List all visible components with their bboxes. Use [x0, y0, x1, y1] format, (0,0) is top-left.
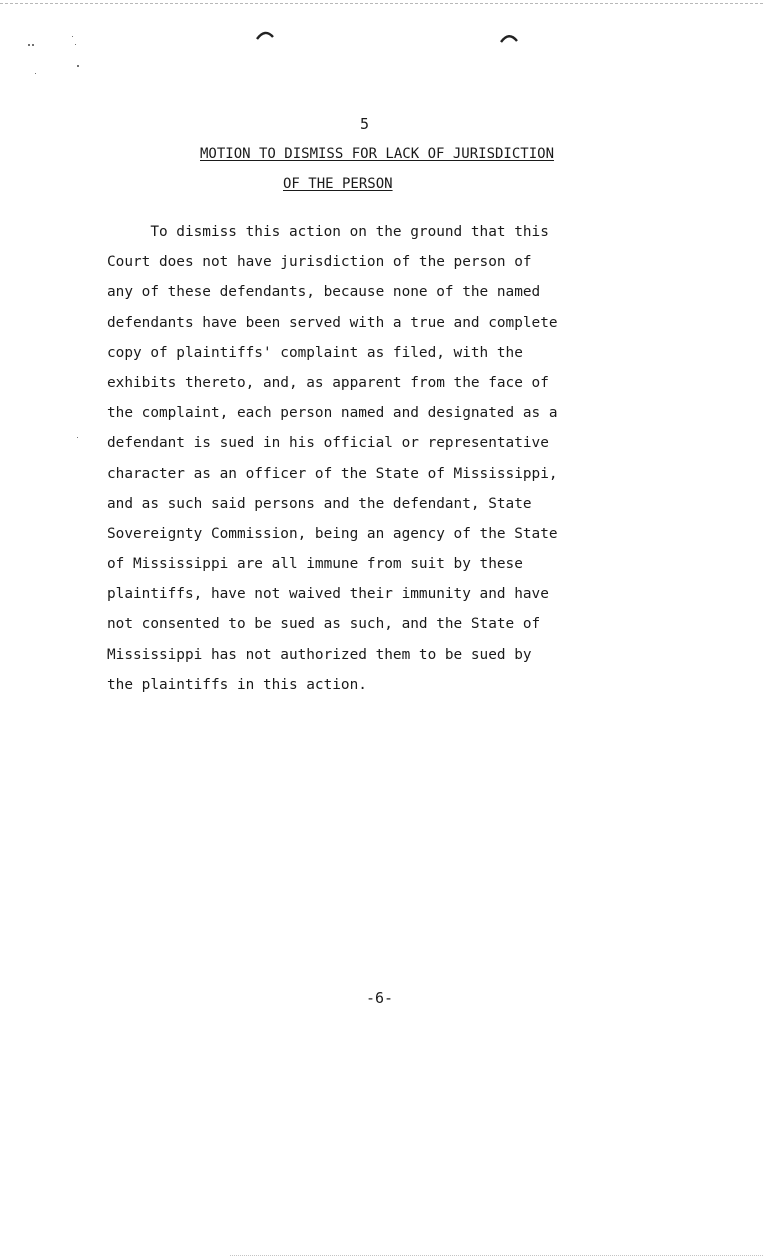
punch-mark-right-icon [500, 33, 518, 43]
body-line: Sovereignty Commission, being an agency of the State [107, 525, 558, 542]
body-line: the complaint, each person named and designated as a [107, 405, 558, 422]
speck-mark [32, 44, 34, 46]
body-line: plaintiffs, have not waived their immunity and have [107, 586, 549, 603]
speck-mark [28, 44, 30, 46]
body-line: character as an officer of the State of Mississippi, [107, 465, 558, 482]
punch-mark-left-icon [256, 30, 274, 40]
motion-body-text [107, 217, 597, 700]
body-line: To dismiss this action on the ground that this [107, 224, 549, 240]
body-line: not consented to be sued as such, and the State of [107, 616, 541, 633]
speck-mark [77, 437, 78, 438]
body-line: of Mississippi are all immune from suit by these [107, 556, 523, 573]
page-number: -6- [366, 989, 394, 1007]
body-line: any of these defendants, because none of the named [107, 284, 541, 301]
body-line: defendants have been served with a true and complete [107, 314, 558, 331]
body-line: defendant is sued in his official or representative [107, 435, 549, 452]
speck-mark [35, 73, 36, 74]
speck-mark [77, 65, 79, 67]
page-top-edge [0, 3, 763, 4]
body-line: and as such said persons and the defendant, State [107, 495, 532, 512]
body-line: Court does not have jurisdiction of the person of [107, 254, 532, 271]
heading-line-2: OF THE PERSON [283, 176, 393, 192]
speck-mark [75, 44, 76, 45]
body-line: exhibits thereto, and, as apparent from the face of [107, 374, 549, 391]
section-number: 5 [360, 115, 370, 133]
body-line: copy of plaintiffs' complaint as filed, with the [107, 344, 523, 361]
body-line: the plaintiffs in this action. [107, 676, 367, 693]
page-bottom-edge [230, 1255, 763, 1256]
body-line: Mississippi has not authorized them to be sued by [107, 646, 532, 663]
heading-line-1: MOTION TO DISMISS FOR LACK OF JURISDICTION [200, 146, 555, 162]
speck-mark [72, 36, 73, 37]
